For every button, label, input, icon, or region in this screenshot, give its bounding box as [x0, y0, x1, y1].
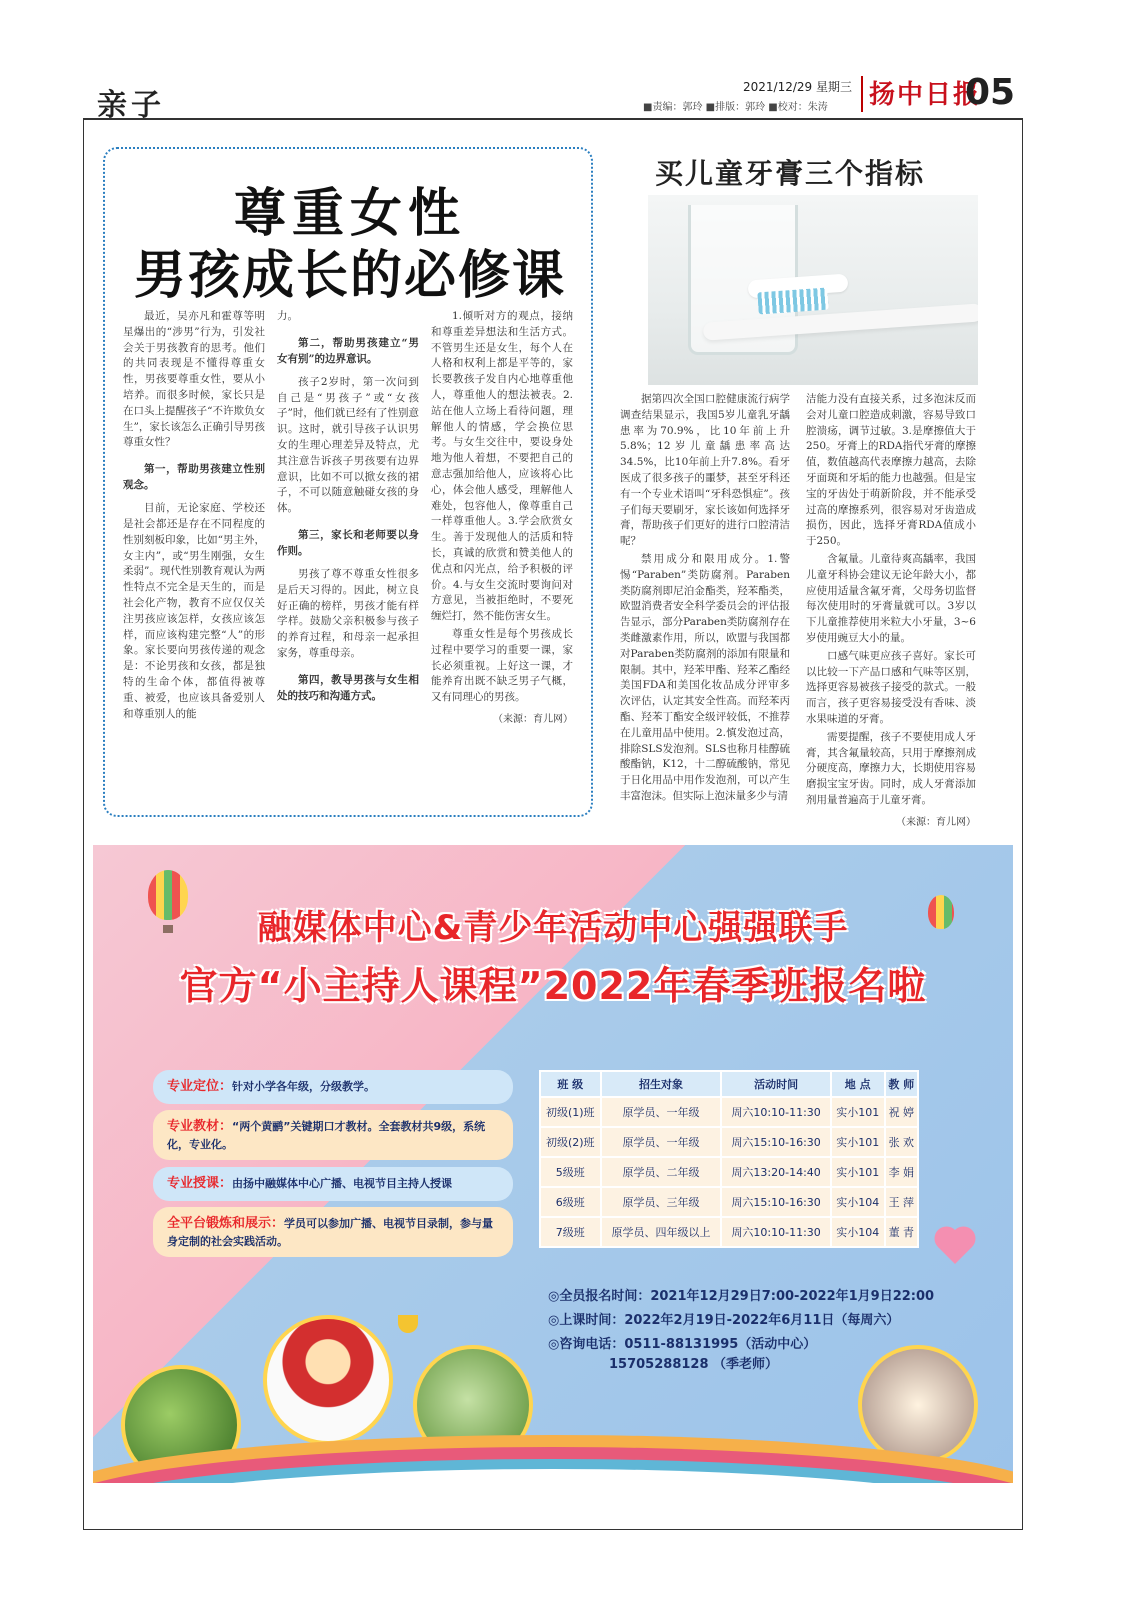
article-column	[431, 309, 573, 728]
paragraph: 口感气味更应孩子喜好。家长可以比较一下产品口感和气味等区别，选择更容易被孩子接受的款式。一般而言，孩子更容易接受没有香味、淡水果味道的牙膏。	[806, 649, 976, 725]
photo-classroom	[858, 1345, 978, 1465]
class-schedule-table	[539, 1070, 919, 1248]
article-title-line1: 尊重女性	[233, 184, 466, 244]
table-cell: 董 青	[885, 1217, 918, 1247]
divider	[861, 76, 863, 112]
paragraph: 男孩了尊不尊重女性很多是后天习得的。因此，树立良好正确的榜样，男孩才能有样学样。鼓励父亲积极参与孩子的养育过程，和母亲一起承担家务，尊重母亲。	[277, 567, 419, 659]
table-cell: 实小101	[831, 1127, 885, 1157]
table-cell: 王 萍	[885, 1187, 918, 1217]
column-header: 活动时间	[721, 1071, 830, 1097]
paragraph: 需要提醒，孩子不要使用成人牙膏，其含氟量较高，只用于摩擦剂成分硬度高，摩擦力大，长期使用容易磨损宝宝牙齿。同时，成人牙膏添加剂用量普遍高于儿童牙膏。	[806, 730, 976, 806]
table-cell: 李 娟	[885, 1157, 918, 1187]
article-column	[277, 309, 419, 712]
feature-key: 专业教材：	[167, 1119, 233, 1134]
table-row	[540, 1187, 918, 1217]
page-number: 05	[965, 72, 1016, 113]
staff-credits: ■责编：郭玲 ■排版：郭玲 ■校对：朱涛	[643, 102, 828, 113]
table-cell: 初级(2)班	[540, 1127, 601, 1157]
paper-logo: 扬中日报	[869, 80, 982, 110]
table-row	[540, 1097, 918, 1127]
feature-value: “两个黄鹂”关键期口才教材。全套教材共9级，系统化，专业化。	[167, 1120, 486, 1151]
article-respect-women	[103, 147, 593, 817]
feature-item	[153, 1070, 513, 1104]
column-header: 班 级	[540, 1071, 601, 1097]
ad-title-line2: 官方“小主持人课程”2022年春季班报名啦	[179, 964, 927, 1008]
table-cell: 原学员、三年级	[601, 1187, 722, 1217]
toothbrush-bristles	[757, 288, 828, 315]
column-header: 招生对象	[601, 1071, 722, 1097]
section-name: 亲子	[97, 88, 165, 123]
feature-item	[153, 1207, 513, 1257]
source-credit: （来源：育儿网）	[896, 816, 976, 828]
paragraph: 含氟量。儿童待爽高龋率，我国儿童牙科协会建议无论年龄大小，都应使用适量含氟牙膏，父母务切监督每次使用时的牙膏量就可以。3岁以下儿童推荐使用米粒大小牙量，3~6岁使用豌豆大小的量。	[806, 552, 976, 644]
feature-value: 学员可以参加广播、电视节目录制，参与量身定制的社会实践活动。	[167, 1217, 494, 1248]
feature-item	[153, 1167, 513, 1201]
paragraph: 洁能力没有直接关系，过多泡沫反而会对儿童口腔造成刺激，容易导致口腔溃疡，调节过敏。3.是摩擦值大于250。牙膏上的RDA指代牙膏的摩擦值，数值越高代表摩擦力越高，去除牙面斑和牙垢的能力也越强。但是宝宝的牙齿处于萌新阶段，并不能承受过高的摩擦系列，很容易对牙齿造成损伤，因此，选择牙膏RDA值成小于250。	[806, 393, 976, 548]
paragraph: 禁用成分和限用成分。1.警惕“Paraben”类防腐剂。Paraben类防腐剂即尼泊金酯类，羟苯酯类，欧盟消费者安全科学委员会的评估报告显示，部分Paraben类防腐剂存在类雌激素作用，所以，欧盟与我国都对Paraben类防腐剂的添加有限量和限制。其中，羟苯甲酯、羟苯乙酯经美国FDA和美国化妆品成分评审多次评估，认定其安全性高。而羟苯丙酯、羟苯丁酯安全级评较低，不推荐在儿童用品中使用。2.慎发泡过高，排除SLS发泡剂。SLS也称月桂醇硫酸酯钠，K12，十二醇硫酸钠，常见于日化用品中用作发泡剂，可以产生丰富泡沫。但实际上泡沫量多少与清	[620, 552, 790, 802]
feature-value: 针对小学各年级，分级教学。	[232, 1080, 376, 1093]
paragraph: 力。	[277, 310, 298, 322]
table-cell: 张 欢	[885, 1127, 918, 1157]
subheading: 第二，帮助男孩建立“男女有别”的边界意识。	[277, 336, 419, 365]
table-cell: 原学员、一年级	[601, 1097, 722, 1127]
ad-title-line1: 融媒体中心&青少年活动中心强强联手	[257, 908, 849, 948]
table-cell: 实小101	[831, 1097, 885, 1127]
phone-teacher: 15705288128 （季老师）	[609, 1357, 779, 1372]
feature-item	[153, 1110, 513, 1160]
feature-key: 专业定位：	[167, 1079, 233, 1094]
course-advertisement	[93, 845, 1013, 1483]
subheading: 第四，教导男孩与女生相处的技巧和沟通方式。	[277, 673, 419, 702]
newspaper-page	[83, 70, 1023, 1530]
paragraph: 据第四次全国口腔健康流行病学调查结果显示，我国5岁儿童乳牙龋患率为70.9%，比10年前上升5.8%；12岁儿童龋患率高达34.5%，比10年前上升7.8%。看牙医成了很多孩子的噩梦，甚至牙科还有一个专业术语叫“牙科恐惧症”。孩子们每天要刷牙，家长该如何选择牙膏，帮助孩子们更好的进行口腔清洁呢？	[620, 393, 790, 548]
column-header: 地 点	[831, 1071, 885, 1097]
issue-date: 2021/12/29 星期三	[743, 80, 852, 94]
table-cell: 原学员、四年级以上	[601, 1217, 722, 1247]
paragraph: 目前，无论家庭、学校还是社会都还是存在不同程度的性别刻板印象，比如“男主外，女主内”，或“男生刚强，女生柔弱”。现代性别教育观认为两性特点不完全是天生的，而是社会化产物，教育不应仅仅关注男孩应该怎样，女孩应该怎样，而应该构建完整“人”的形象。家长要向男孩传递的观念是：不论男孩和女孩，都是独特的生命个体，都值得被尊重、被爱，也应该具备爱别人和尊重别人的能	[123, 502, 265, 720]
table-cell: 原学员、二年级	[601, 1157, 722, 1187]
article-title-toothpaste: 买儿童牙膏三个指标	[655, 157, 926, 190]
feature-value: 由扬中融媒体中心广播、电视节目主持人授课	[232, 1177, 453, 1190]
table-cell: 6级班	[540, 1187, 601, 1217]
table-cell: 实小104	[831, 1187, 885, 1217]
table-cell: 初级(1)班	[540, 1097, 601, 1127]
article-column	[620, 392, 790, 807]
source-credit: （来源：育儿网）	[493, 713, 573, 725]
table-cell: 7级班	[540, 1217, 601, 1247]
feature-key: 专业授课：	[167, 1176, 233, 1191]
table-cell: 实小101	[831, 1157, 885, 1187]
column-header: 教 师	[885, 1071, 918, 1097]
table-cell: 5级班	[540, 1157, 601, 1187]
table-cell: 原学员、一年级	[601, 1127, 722, 1157]
table-row	[540, 1127, 918, 1157]
paragraph: 最近，吴亦凡和霍尊等明星爆出的“涉男”行为，引发社会关于男孩教育的思考。他们的共同表现是不懂得尊重女性，男孩要尊重女性，要从小培养。而很多时候，家长只是在口头上提醒孩子“不许欺负女生”，家长该怎么正确引导男孩尊重女性？	[123, 310, 265, 449]
toothbrush-photo	[648, 195, 978, 385]
table-cell: 周六10:10-11:30	[721, 1217, 830, 1247]
paragraph: 尊重女性是每个男孩成长过程中要学习的重要一课，家长必须重视。上好这一课，才能养育出既不缺乏男子气概，又有同理心的男孩。	[431, 627, 573, 704]
subheading: 第一，帮助男孩建立性别观念。	[123, 463, 265, 492]
table-cell: 周六10:10-11:30	[721, 1097, 830, 1127]
table-cell: 周六13:20-14:40	[721, 1157, 830, 1187]
feature-key: 全平台锻炼和展示：	[167, 1216, 285, 1231]
heart-icon	[938, 1230, 972, 1264]
article-column	[806, 392, 976, 831]
table-cell: 周六15:10-16:30	[721, 1127, 830, 1157]
masthead	[83, 70, 1023, 123]
table-cell: 实小104	[831, 1217, 885, 1247]
table-cell: 周六15:10-16:30	[721, 1187, 830, 1217]
paragraph: 1.倾听对方的观点，接纳和尊重差异想法和生活方式。不管男生还是女生，每个人在人格和权利上都是平等的，家长要教孩子发自内心地尊重他人，尊重他人的想法被表。2.站在他人立场上看待问题，理解他人的情感，学会换位思考。与女生交往中，要设身处地为他人着想，不要把自己的意志强加给他人，应该将心比心，体会他人感受，理解他人难处，包容他人，像尊重自己一样尊重他人。3.学会欣赏女生。善于发现他人的活质和特长，真诚的欣赏和赞美他人的优点和闪光点，给予积极的评价。4.与女生交流时要询问对方意见，当被拒绝时，不要死缠烂打，然不能伤害女生。	[431, 310, 573, 623]
class-time: ◎上课时间：2022年2月19日-2022年6月11日（每周六）	[548, 1313, 900, 1328]
photo-child-host	[263, 1315, 393, 1445]
phone-activity-center: ◎咨询电话：0511-88131995（活动中心）	[548, 1337, 817, 1352]
signup-time: ◎全员报名时间：2021年12月29日7:00-2022年1月9日22:00	[548, 1289, 935, 1304]
table-row	[540, 1217, 918, 1247]
trophy-icon	[398, 1315, 418, 1333]
table-header-row	[540, 1071, 918, 1097]
table-cell: 祝 婷	[885, 1097, 918, 1127]
article-title-line2: 男孩成长的必修课	[133, 246, 566, 306]
subheading: 第三，家长和老师要以身作则。	[277, 528, 419, 557]
article-column	[123, 309, 265, 724]
table-row	[540, 1157, 918, 1187]
paragraph: 孩子2岁时，第一次问到自己是“男孩子”或“女孩子”时，他们就已经有了性别意识。这时，就引导孩子认识男女的生理心理差异及特点，尤其注意告诉孩子男孩要有边界意识，比如不可以掀女孩的裙子，不可以随意触碰女孩的身体。	[277, 375, 419, 515]
